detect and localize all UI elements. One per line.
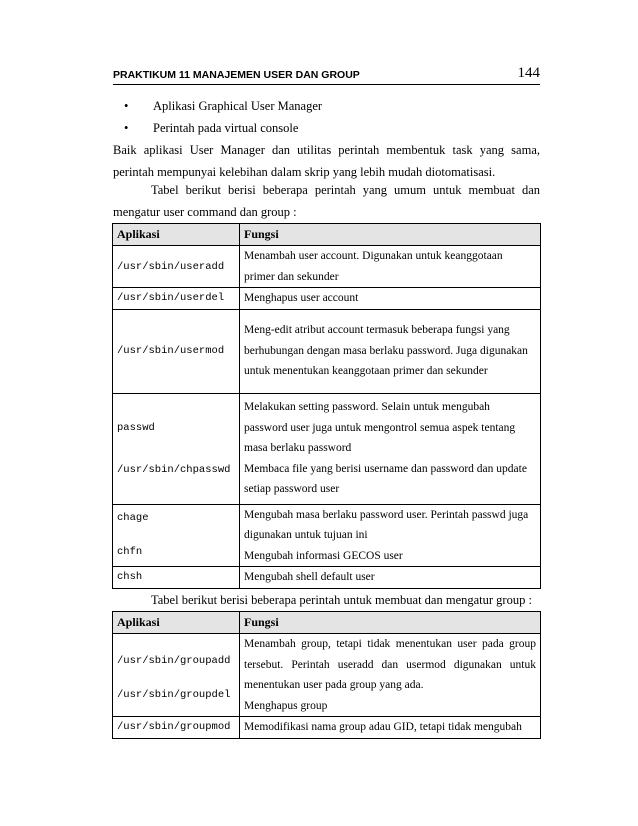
table-row [113,717,541,739]
table-row [113,567,541,589]
app-cell: /usr/sbin/usermod [113,309,240,393]
app-cell: /usr/sbin/groupmod [113,717,240,739]
desc-text: Menghapus group [244,699,328,712]
header-title: PRAKTIKUM 11 MANAJEMEN USER DAN GROUP [113,69,360,81]
desc-cell: Memodifikasi nama group adau GID, tetapi tidak mengubah [240,717,541,739]
app-name: passwd [117,421,155,434]
app-name: /usr/sbin/chpasswd [117,463,231,476]
table-row [113,288,541,310]
table1-caption: Tabel berikut berisi beberapa perintah yang umum untuk membuat dan mengatur user command dan group : [113,183,540,219]
page-number: 144 [517,65,540,81]
table2-caption: Tabel berikut berisi beberapa perintah untuk membuat dan mengatur group : [151,593,532,607]
column-header: Aplikasi [113,612,240,634]
bullet-list [124,95,322,139]
app-name: /usr/sbin/groupdel [117,689,231,701]
desc-text: Mengubah informasi GECOS user [244,549,403,562]
bullet-icon: • [124,99,129,113]
desc-cell: Menghapus user account [240,288,541,310]
intro-paragraph: Baik aplikasi User Manager dan utilitas perintah membentuk task yang sama, perintah mempunyai kelebihan dalam skrip yang lebih mudah diotomatisasi. [113,143,540,179]
table-row [113,309,541,393]
column-header: Fungsi [240,224,541,246]
table-header-row [113,224,541,246]
table-row [113,246,541,288]
list-item: • Aplikasi Graphical User Manager [124,95,322,117]
table-header-row [113,612,541,634]
column-header: Aplikasi [113,224,240,246]
desc-cell: Meng-edit atribut account termasuk beberapa fungsi yang berhubungan dengan masa berlaku password. Juga digunakan untuk menentukan keanggotaan primer dan sekunder [240,309,541,393]
page-header [113,67,540,85]
app-name: chage [117,512,149,525]
desc-cell: Mengubah shell default user [240,567,541,589]
user-command-table [112,223,541,589]
list-item: • Perintah pada virtual console [124,117,322,139]
desc-text: Mengubah masa berlaku password user. Perintah passwd juga digunakan untuk tujuan ini [244,508,529,541]
group-command-table [112,611,541,739]
table-row [113,393,541,504]
column-header: Fungsi [240,612,541,634]
desc-text: Membaca file yang berisi username dan password dan update setiap password user [244,462,527,496]
app-cell: chsh [113,567,240,589]
table-row [113,634,541,717]
bullet-icon: • [124,121,129,135]
app-cell: /usr/sbin/useradd [113,246,240,288]
app-name: chfn [117,546,143,559]
app-name: /usr/sbin/groupadd [117,655,231,667]
app-cell: /usr/sbin/userdel [113,288,240,310]
desc-cell: Menambah user account. Digunakan untuk keanggotaan primer dan sekunder [240,246,541,288]
desc-text: Melakukan setting password. Selain untuk mengubah password user juga untuk mengontrol semua aspek tentang masa berlaku password [244,401,516,455]
desc-text: Menambah group, tetapi tidak menentukan user pada group tersebut. Perintah useradd dan usermod digunakan untuk menentukan user pada group yang ada. [244,638,536,691]
table-row [113,504,541,567]
